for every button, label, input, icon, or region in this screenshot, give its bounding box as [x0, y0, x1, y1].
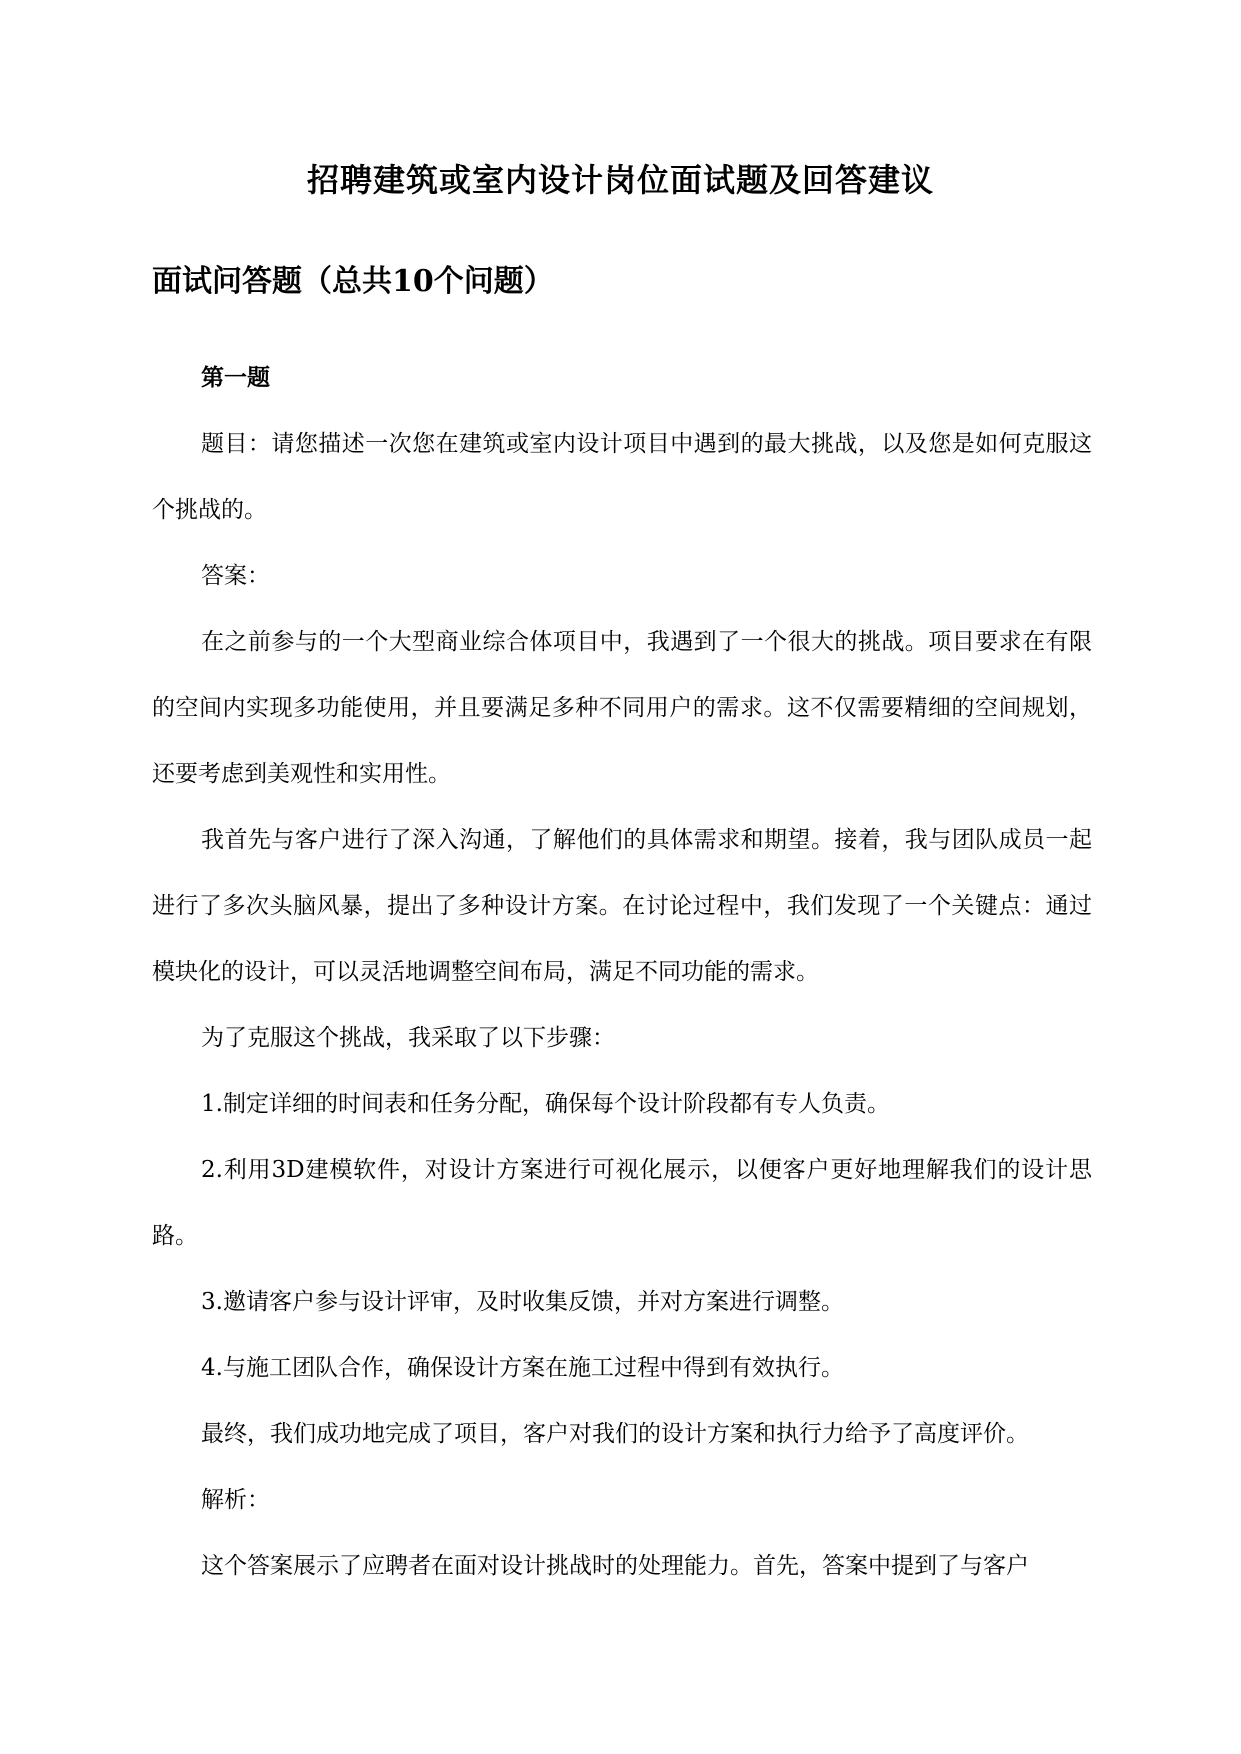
answer-paragraph: 最终，我们成功地完成了项目，客户对我们的设计方案和执行力给予了高度评价。 [201, 1421, 1029, 1447]
question-label: 第一题 [201, 364, 270, 391]
answer-label: 答案： [201, 563, 270, 589]
answer-step: 4.与施工团队合作，确保设计方案在施工过程中得到有效执行。 [201, 1355, 844, 1381]
answer-step: 2.利用3D建模软件，对设计方案进行可视化展示，以便客户更好地理解我们的设计思路。 [152, 1157, 1092, 1249]
answer-paragraph: 我首先与客户进行了深入沟通，了解他们的具体需求和期望。接着，我与团队成员一起进行了多次头脑风暴，提出了多种设计方案。在讨论过程中，我们发现了一个关键点：通过模块化的设计，可以灵活地调整空间布局，满足不同功能的需求。 [152, 827, 1092, 985]
question-1-block [152, 345, 1092, 1599]
analysis-label: 解析： [201, 1487, 270, 1513]
question-prompt: 题目：请您描述一次您在建筑或室内设计项目中遇到的最大挑战，以及您是如何克服这个挑战的。 [152, 431, 1092, 523]
answer-step: 1.制定详细的时间表和任务分配，确保每个设计阶段都有专人负责。 [201, 1091, 890, 1117]
answer-paragraph: 在之前参与的一个大型商业综合体项目中，我遇到了一个很大的挑战。项目要求在有限的空间内实现多功能使用，并且要满足多种不同用户的需求。这不仅需要精细的空间规划，还要考虑到美观性和实用性。 [152, 629, 1092, 787]
document-title: 招聘建筑或室内设计岗位面试题及回答建议 [306, 161, 934, 199]
answer-paragraph: 为了克服这个挑战，我采取了以下步骤： [201, 1025, 615, 1051]
answer-step: 3.邀请客户参与设计评审，及时收集反馈，并对方案进行调整。 [201, 1289, 844, 1315]
analysis-paragraph: 这个答案展示了应聘者在面对设计挑战时的处理能力。首先，答案中提到了与客户 [201, 1553, 1029, 1579]
section-heading: 面试问答题（总共10个问题） [152, 264, 554, 299]
